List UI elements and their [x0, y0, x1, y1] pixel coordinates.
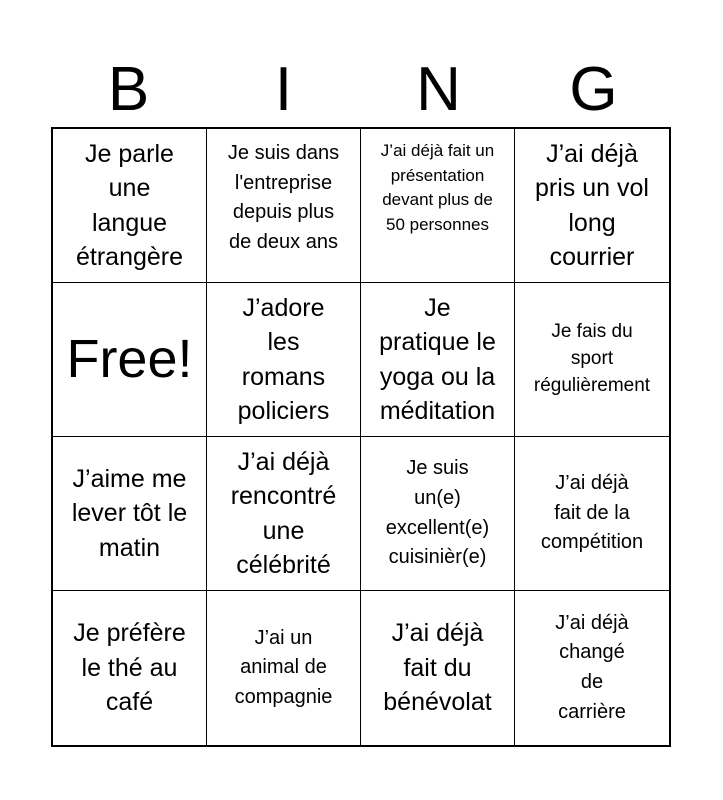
bingo-cell-text: Je suis dans l'entreprise depuis plus de deux ans: [227, 142, 340, 253]
bingo-cell[interactable]: [515, 283, 669, 437]
bingo-cell[interactable]: [207, 129, 361, 283]
bingo-cell-text: J’ai déjà pris un vol long courrier: [535, 139, 649, 271]
bingo-cell-text: J’ai déjà fait un présentation devant plus de 50 personnes: [380, 141, 495, 234]
bingo-cell-text: J’aime me lever tôt le matin: [71, 464, 188, 562]
bingo-cell[interactable]: [361, 129, 515, 283]
free-space-label: Free!: [66, 328, 193, 389]
bingo-cell-text: Je préfère le thé au café: [73, 619, 186, 717]
bingo-cell[interactable]: [361, 437, 515, 591]
bingo-cell[interactable]: [361, 591, 515, 745]
header-letter-g: G: [569, 55, 618, 124]
bingo-cell-text: Je parle une langue étrangère: [75, 139, 184, 271]
bingo-cell[interactable]: [53, 437, 207, 591]
bingo-free-cell[interactable]: [53, 283, 207, 437]
bingo-cell-text: Je suis un(e) excellent(e) cuisinièr(e): [385, 457, 490, 569]
bingo-cell-text: J’ai déjà fait du bénévolat: [383, 619, 492, 717]
bingo-cell-text: J’ai déjà rencontré une célébrité: [230, 447, 337, 579]
bingo-cell-text: Je pratique le yoga ou la méditation: [379, 293, 496, 425]
bingo-cell-text: J’ai déjà changé de carrière: [555, 611, 629, 723]
bingo-cell[interactable]: [207, 283, 361, 437]
header-letter-n: N: [416, 55, 461, 124]
header-letter-i: I: [274, 55, 293, 124]
bingo-cell-text: J’ai déjà fait de la compétition: [540, 472, 644, 554]
bingo-cell[interactable]: [207, 591, 361, 745]
bingo-cell-text: J’adore les romans policiers: [237, 293, 330, 425]
header-letter-b: B: [107, 55, 150, 124]
bingo-grid: [51, 127, 671, 747]
bingo-cell-text: J’ai un animal de compagnie: [234, 626, 333, 708]
bingo-cell[interactable]: [515, 129, 669, 283]
bingo-header: [51, 54, 671, 126]
bingo-cell[interactable]: [361, 283, 515, 437]
bingo-cell[interactable]: [53, 591, 207, 745]
bingo-cell[interactable]: [515, 437, 669, 591]
bingo-cell[interactable]: [515, 591, 669, 745]
bingo-cell[interactable]: [207, 437, 361, 591]
bingo-cell-text: Je fais du sport régulièrement: [533, 321, 651, 396]
bingo-cell[interactable]: [53, 129, 207, 283]
